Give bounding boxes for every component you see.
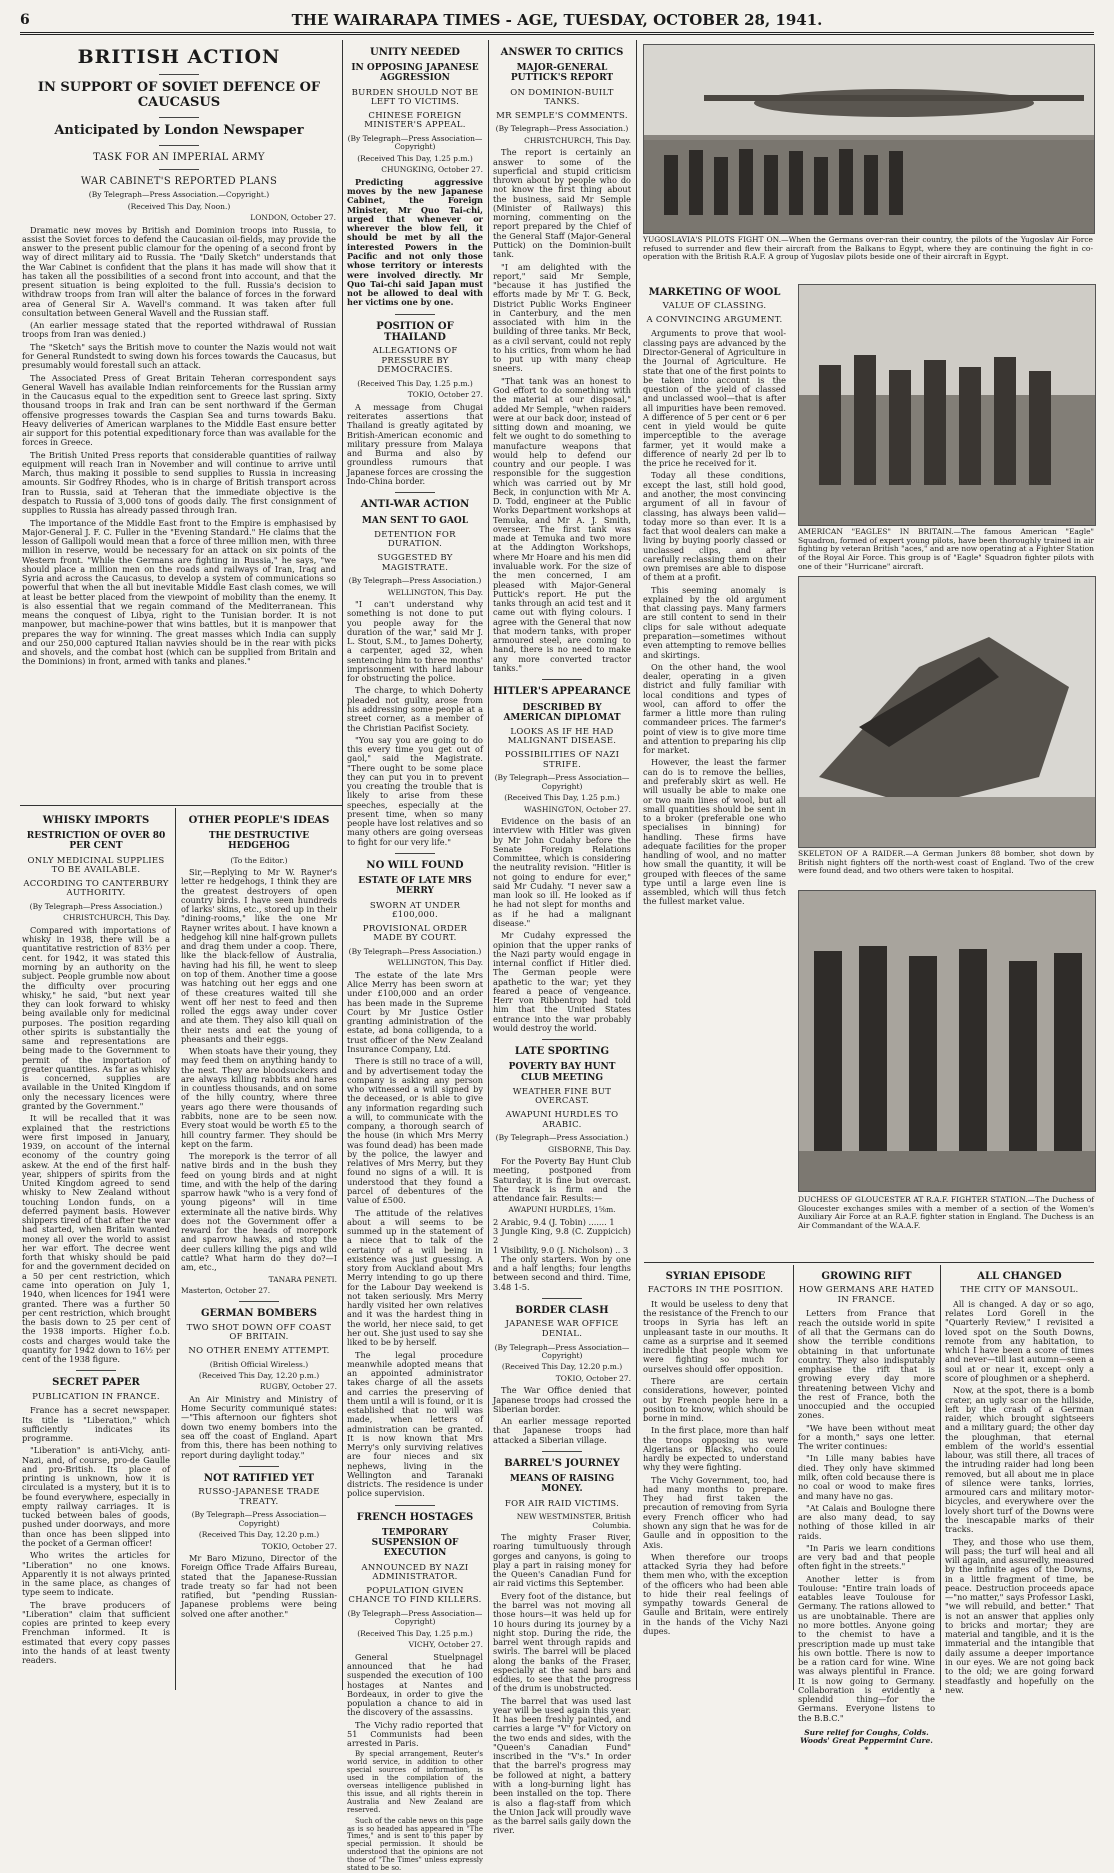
paragraph: A message from Chugai reiterates assertions that Thailand is greatly agitated by British-American economic and military pressure from Malaya and Burma and also by groundless rumours that Japanese forces are crossing the Indo-China border. <box>347 401 483 487</box>
subheadline: WEATHER FINE BUT OVERCAST. <box>512 1086 612 1107</box>
to-editor: (To the Editor.) <box>230 855 288 865</box>
subheadline: VALUE OF CLASSING. <box>662 301 767 312</box>
divider <box>542 1039 582 1040</box>
credit-line: (By Telegraph—Press Association—Copyright) <box>494 1342 630 1360</box>
dateline: RUGBY, October 27. <box>259 1382 337 1392</box>
divider <box>239 1466 279 1467</box>
subheadline: ONLY MEDICINAL SUPPLIES TO BE AVAILABLE. <box>27 855 165 876</box>
received-line: (Received This Day, 1.25 p.m.) <box>357 153 473 163</box>
page-number: 6 <box>20 12 30 28</box>
paragraph: There are certain considerations, however, pointed out by French people here in a position to know, which should be borne in mind. <box>643 1376 788 1424</box>
divider <box>395 314 435 315</box>
paragraph: The charge, to which Doherty pleaded not guilty, arose from his addressing some people at a street corner, as a member of the Christian Pacifist Society. <box>347 685 483 733</box>
dateline: NEW WESTMINSTER, British Columbia. <box>516 1512 631 1530</box>
dateline: TOKIO, October 27. <box>407 390 483 400</box>
paragraph: The legal procedure meanwhile adopted means that an appointed administrator takes charge of all the assets and carries the preserving of them until a will is found, or it is established that no will was made, when letters of administration can be granted. It is now known that Mrs Merry's only surviving relatives are four nieces and six nephews, living in the Wellington and Taranaki districts. The residence is under police supervision. <box>347 1349 483 1499</box>
received-line: (Received This Day, 12.20 p.m.) <box>198 1370 320 1380</box>
column-rule <box>342 40 343 1690</box>
paragraph: On the other hand, the wool dealer, operating in a given district and fully familiar with local conditions and types of wool, can afford to offer the farmer a little more than ruling commandeer prices. The farmer's point of view is to give more time and attention to preparing his clip for market. <box>643 661 786 756</box>
subheadline: PUBLICATION IN FRANCE. <box>32 1391 160 1402</box>
headline: ANSWER TO CRITICS <box>500 47 624 58</box>
subheadline: MAN SENT TO GAOL <box>361 515 469 526</box>
credit-line: (By Telegraph—Press Association.) <box>495 124 629 134</box>
headline: MARKETING OF WOOL <box>648 287 781 298</box>
paragraph: The Associated Press of Great Britain Teheran correspondent says General Wavell has available Indian reinforcements for the Russian army in the Caucasus equal to the expedition sent to Greece last spring. Sixty thousand troops in Irak and Iran can be sent northward if the German offensive progresses towards the Caspian Sea and turns towards Baku. Heavy deliveries of American warplanes to the Middle East ensure better air support for this potential expeditionary force than was available for the forces in Greece. <box>22 372 336 448</box>
subheadline: ACCORDING TO CANTERBURY AUTHORITY. <box>23 878 169 899</box>
column-rule <box>940 1265 941 1690</box>
paragraph: The Vichy Government, too, had had many months to prepare. They had first taken the precaution of removing from Syria every French officer who had shown any sign that he was for de Gaulle and in opposition to the Axis. <box>643 1474 788 1550</box>
article-marketing-wool <box>643 284 786 1259</box>
paragraph: Predicting aggressive moves by the new Japanese Cabinet, the Foreign Minister, Mr Quo Tai-chi, urged that whenever or wherever the blow fell, it should be met by all the interested Powers in the Pacific and not only those whose territory or interests were involved directly. Mr Quo Tai-chi said Japan must not be allowed to deal with her victims one by one. <box>347 176 483 308</box>
received-line: (Received This Day, 12.20 p.m.) <box>501 1362 623 1372</box>
subheadline: TEMPORARY SUSPENSION OF EXECUTION <box>371 1528 459 1559</box>
received-line: (Received This Day, Noon.) <box>127 201 231 211</box>
photo-duchess-gloucester <box>798 890 1096 1192</box>
column-rule <box>175 808 176 1690</box>
subheadline: JAPANESE WAR OFFICE DENIAL. <box>505 1319 619 1339</box>
paragraph: When therefore our troops attacked Syria they had before them men who, with the exception of the officers who had been able to hide their real feelings of sympathy towards General de Gaulle and Britain, were entirely in the hands of the Vichy Nazi dupes. <box>643 1551 788 1636</box>
subheadline: PROVISIONAL ORDER MADE BY COURT. <box>362 923 468 944</box>
subheadline: HOW GERMANS ARE HATED IN FRANCE. <box>798 1285 935 1305</box>
credit-line: (By Telegraph—Press Association—Copyright) <box>347 1608 483 1627</box>
parade-illustration <box>799 891 1095 1191</box>
article-growing-rift <box>798 1268 935 1754</box>
paragraph: "In Paris we learn conditions are very bad and that people often fight in the streets." <box>798 1542 935 1572</box>
column-rule <box>636 40 637 1690</box>
divider <box>542 1451 582 1452</box>
result-line: 1 Visibility, 9.0 (J. Nicholson) .. 3 <box>493 1244 629 1255</box>
subheadline: ALLEGATIONS OF PRESSURE BY DEMOCRACIES. <box>372 346 458 376</box>
credit-line: (By Telegraph—Press Association—Copyright) <box>494 773 630 791</box>
subheadline: RESTRICTION OF OVER 80 PER CENT <box>26 831 166 852</box>
paragraph: Compared with importations of whisky in 1938, there will be a quantitative restriction of 83½ per cent. for 1942, it was stated this morning by an authority on the subject. People grumble now about the difficulty over procuring whisky," he said, "but next year they can look forward to whisky being available only for medicinal purposes. The position regarding other spirits is substantially the same and representations are being made to the Government to permit of the importation of greater quantities. As far as whisky is concerned, supplies are available in the United Kingdom if only the necessary licences were granted by the Government." <box>22 924 170 1111</box>
headline: ANTI-WAR ACTION <box>360 499 470 511</box>
credit-line: (By Telegraph—Press Association.) <box>348 946 482 956</box>
divider <box>159 145 199 146</box>
subheadline: DETENTION FOR DURATION. <box>374 529 456 550</box>
paragraph: Dramatic new moves by British and Dominion troops into Russia, to assist the Soviet forces to defend the Caucasian oil-fields, may provide the answer to the present public clamour for the opening of a second front by way of direct military aid to Russia. The "Daily Sketch" understands that the War Cabinet is confident that the plans it has made will show that it has taken all the possibilities of a second front into account, and that the present situation is being exploited to the full. Russia's decision to withdraw troops from Iran will alter the balance of forces in the forward area of General Sir A. Wavell's command. It was taken after full consultation between General Wavell and the Russian staff. <box>22 224 336 318</box>
masthead <box>20 8 1094 35</box>
column-letters <box>181 812 337 1692</box>
aircraft-illustration <box>644 45 1094 233</box>
paragraph: Letters from France that reach the outside world in spite of all that the Germans can do show the terrible conditions obtaining in that unfortunate country. They also indisputably emphasise the rift that is growing every day more threatening between Vichy and the rest of France, both the unoccupied and the occupied zones. <box>798 1308 935 1421</box>
subheadline: ESTATE OF LATE MRS MERRY <box>358 876 472 897</box>
headline: BRITISH ACTION <box>77 46 281 68</box>
divider <box>76 1370 116 1371</box>
caption-duchess-gloucester: DUCHESS OF GLOUCESTER AT R.A.F. FIGHTER STATION.—The Duchess of Gloucester exchanges smiles with a member of a section of the Women's Auxiliary Air Force at an R.A.F. fighter station in England. The Duchess is an Air Commandant of the W.A.A.F. <box>798 1195 1094 1230</box>
paragraph: The "Sketch" says the British move to counter the Nazis would not wait for General Rundstedt to swing down his forces towards the Caucasus, but presumably would forestall such an attack. <box>22 341 336 371</box>
subheadline: ANNOUNCED BY NAZI ADMINISTRATOR. <box>361 1562 469 1583</box>
headline: LATE SPORTING <box>514 1046 610 1058</box>
subheadline: POPULATION GIVEN CHANCE TO FIND KILLERS. <box>348 1585 482 1606</box>
subheadline: FACTORS IN THE POSITION. <box>647 1285 784 1296</box>
paragraph: This seeming anomaly is explained by the old argument that classing pays. Many farmers are still content to send in their clips for sale without adequate preparation—sometimes without even attempting to remove bellies and skirtings. <box>643 584 786 660</box>
paragraph: The only starters. Won by one and a half lengths; four lengths between second and third. Time, 3.48 1-5. <box>493 1253 631 1292</box>
received-line: (Received This Day, 12.20 p.m.) <box>198 1530 320 1540</box>
paragraph: "I am delighted with the report," said Mr Semple, "because it has justified the efforts made by Mr T. G. Beck, District Public Works Engineer in Canterbury, and the men associated with him in the building of three tanks. Mr Beck, as a civil servant, could not reply to his critics, from whom he had to put up with many cheap sneers. <box>493 261 631 374</box>
masthead-title: THE WAIRARAPA TIMES - AGE, TUESDAY, OCTOBER 28, 1941. <box>291 11 823 29</box>
subheadline: IN SUPPORT OF SOVIET DEFENCE OF CAUCASUS <box>37 80 321 111</box>
caption-junkers-wreck: SKELETON OF A RAIDER.—A German Junkers 88 bomber, shot down by British night fighters off the north-west coast of England. Two of the crew were found dead, and two others were taken to hospital. <box>798 849 1094 876</box>
divider <box>542 679 582 680</box>
subheadline: MAJOR-GENERAL PUTTICK'S REPORT <box>510 63 614 84</box>
subheadline: THE DESTRUCTIVE HEDGEHOG <box>208 831 310 852</box>
paragraph: The mighty Fraser River, roaring tumultuously through gorges and canyons, is going to play a part in raising money for the Queen's Canadian Fund for air raid victims this September. <box>493 1532 631 1589</box>
headline: BARREL'S JOURNEY <box>504 1457 620 1469</box>
photo-yugoslav-pilots <box>643 44 1095 234</box>
column-three <box>347 44 483 1873</box>
subheadline: IN OPPOSING JAPANESE AGGRESSION <box>351 63 479 84</box>
paragraph: The importance of the Middle East front to the Empire is emphasised by Major-General J. F. C. Fuller in the "Evening Standard." He claims that the lesson of Gallipoli would mean that a force of three million men, with three million in reserve, would be necessary for an attack on six points of the Western front. "While the Germans are fighting in Russia," he says, "we should place a million men on the roads and railways of Iran, Iraq and Syria and across the Caucasus, to develop a system of communications so powerful that when the all but inevitable Middle East clash comes, we will at least be better placed from the viewpoint of mobility than the enemy. It is also essential that we regain command of the Mediterranean. This means the conquest of Libya, right to the Tunisian border. It is not manpower, but machine-power that wins battles, but it is manpower that prepares the way for winning. The great masses which India can supply and our 250,000 captured Italian navvies should be in the rear with picks and shovels, and the combat host (which can be supplied from Britain and the Dominions) in front, armed with tanks and planes." <box>22 517 336 667</box>
dateline: WELLINGTON, This Day. <box>387 587 483 597</box>
paragraph: They, and those who use them, will pass; the turf will heal and all will again, and assuredly, measured by the infinite ages of the Downs, in a little fragment of time, be peace. Destruction proceeds apace—"no matter," says Professor Laski, "we will rebuild, and better." That is not an answer that applies only to bricks and mortar; they are material and tangible, and it is the immaterial and the intangible that daily assume a deeper importance in our eyes. We are not going back to the old; we are going forward steadfastly and hopefully on the new. <box>945 1536 1094 1695</box>
section-rule <box>20 805 342 806</box>
pilots-illustration <box>799 285 1095 525</box>
photo-junkers-wreck <box>798 576 1096 848</box>
credit-line: (By Telegraph—Press Association.) <box>495 1133 629 1143</box>
received-line: (Received This Day, 1.25 p.m.) <box>357 1628 473 1638</box>
headline: WHISKY IMPORTS <box>42 815 150 826</box>
paragraph: An earlier message reported that Japanese troops had attacked a Siberian village. <box>493 1416 631 1445</box>
paragraph: For the Poverty Bay Hunt Club meeting, postponed from Saturday, it is fine but overcast. The track is firm and the attendance fair. Results:— <box>493 1156 631 1204</box>
subheadline: CHINESE FOREIGN MINISTER'S APPEAL. <box>364 110 466 131</box>
paragraph: In the first place, more than half the troops opposing us were Algerians or Blacks, who could hardly be expected to understand why they were fighting. <box>643 1425 788 1473</box>
paragraph: Arguments to prove that wool-classing pays are advanced by the Director-General of Agriculture in the Journal of Agriculture. He state that one of the first points to be taken into account is the question of the yield of classed and unclassed wool—that is after all impurities have been removed. A difference of 5 per cent or 6 per cent in yield would be quite imperceptible to the average farmer, yet it would make a difference of nearly 2d per lb to the price he received for it. <box>643 328 786 469</box>
article-british-action <box>22 44 336 802</box>
paragraph: Such of the cable news on this page as is so headed has appeared in "The Times," and is sent to this paper by special permission. It should be understood that the opinions are not those of "The Times" unless expressly stated to be so. <box>347 1816 483 1873</box>
paragraph: By special arrangement, Reuter's world service, in addition to other special sources of information, is used in the compilation of the overseas intelligence published in this issue, and all rights therein in Australia and New Zealand are reserved. <box>347 1750 483 1814</box>
subheadline: WAR CABINET'S REPORTED PLANS <box>80 175 278 187</box>
credit-line: (By Telegraph—Press Association.) <box>29 901 163 911</box>
paragraph: When stoats have their young, they may feed them on anything handy to the nest. They are bloodsuckers and are always killing rabbits and hares in countless thousands, and on some of the hilly country, where three years ago there were thousands of rabbits, none are to be seen now. Every stoat would be worth £5 to the hill country farmer. They should be kept on the farm. <box>181 1046 337 1149</box>
signature-place: Masterton, October 27. <box>181 1285 271 1295</box>
paragraph: Mr Cudahy expressed the opinion that the upper ranks of the Nazi party would engage in internal conflict if Hitler died. The German people were apathetic to the war; yet they feared a peace of vengeance. Herr von Ribbentrop had told him that the United States entrance into the war probably would destroy the world. <box>493 930 631 1033</box>
subheadline: FOR AIR RAID VICTIMS. <box>504 1498 620 1509</box>
dateline: VICHY, October 27. <box>408 1640 483 1650</box>
paragraph: The British United Press reports that considerable quantities of railway equipment will reach Iran in November and will continue to arrive until March, thus making it possible to send supplies to Russia in increasing amounts. Sir Godfrey Rhodes, who is in charge of British transport across Iran to Russia, said at Teheran that the immediate objective is the despatch to Russia of 3,000 tons of goods daily. The first consignment of supplies to Russia has already passed through Iran. <box>22 449 336 516</box>
result-line: 2 Arabic, 9.4 (J. Tobin) ....... 1 <box>493 1216 615 1227</box>
dateline: TOKIO, October 27. <box>261 1541 337 1551</box>
headline: HITLER'S APPEARANCE <box>493 686 631 698</box>
credit-line: (By Telegraph—Press Association—Copyright) <box>347 133 483 152</box>
subheadline: THE CITY OF MANSOUL. <box>960 1285 1079 1296</box>
subheadline: SWORN AT UNDER £100,000. <box>369 900 461 921</box>
wreck-illustration <box>799 577 1095 847</box>
advert-line: Sure relief for Coughs, Colds. <box>804 1727 929 1737</box>
paragraph: The barrel that was used last year will be used again this year. It has been freshly painted, and carries a large "V" for Victory on the two ends and sides, with the "Queen's Canadian Fund" inscribed in the "V's." In order that the barrel's progress may be followed at night, a battery with a long-burning light has been installed on the top. There is also a flag-staff from which the Union Jack will proudly wave as the barrel sails gaily down the river. <box>493 1695 631 1836</box>
paragraph: Sir,—Replying to Mr W. Rayner's letter re hedgehogs, I think they are the greatest destroyers of open country birds. I have seen hundreds of larks' skins, etc., stored up in their "dining-rooms," like the one Mr Rayner writes about. I have known a hedgehog kill nine half-grown pullets and drag them under a coop. There, like the black-fellow of Australia, having had his fill, he went to sleep on top of them. Another time a goose was hatching out her eggs and one of these creatures waited till she went off her nest to feed and then rolled the eggs away under cover and ate them. They also kill quail on their nests and eat the young of pheasants and their eggs. <box>181 867 337 1044</box>
divider <box>239 1301 279 1302</box>
paragraph: "We have been without meat for a month," says one letter. The writer continues: <box>798 1422 935 1452</box>
paragraph: "I can't understand why something is not done to put you people away for the duration of the war," said Mr J. L. Stout, S.M., to James Doherty, a carpenter, aged 32, when sentencing him to three months' imprisonment with hard labour for obstructing the police. <box>347 599 483 684</box>
paragraph: It would be useless to deny that the resistance of the French to our troops in Syria has left an unpleasant taste in our mouths. It came as a surprise and it seemed incredible that people whom we were fighting so much for ourselves should offer opposition. <box>643 1298 788 1374</box>
headline: UNITY NEEDED <box>370 47 460 58</box>
subheadline: ON DOMINION-BUILT TANKS. <box>510 87 614 108</box>
received-line: (Received This Day, 1.25 p.m.) <box>504 793 620 803</box>
subheadline: TWO SHOT DOWN OFF COAST OF BRITAIN. <box>186 1322 332 1343</box>
paragraph: The report is certainly an answer to some of the superficial and stupid criticism thrown about by people who do not know the first thing about the business, said Mr Semple (Minister of Railways) this morning, commenting on the report prepared by the Chief of the General Staff (Major-General Puttick) on the Dominion-built tank. <box>493 147 631 260</box>
paragraph: Mr Baro Mizuno, Director of the Foreign Office Trade Affairs Bureau, stated that the Japanese-Russian trade treaty so far had not been ratified, but "pending Russian-Japanese problems were being solved one after another." <box>181 1553 337 1619</box>
paragraph: The Vichy radio reported that 51 Communists had been arrested in Paris. <box>347 1719 483 1749</box>
paragraph: Evidence on the basis of an interview with Hitler was given by Mr John Cudahy before the Senate Foreign Relations Committee, which is considering the neutrality revision. "Hitler is not going to endure for ever," said Mr Cudahy. "I never saw a man look so ill. He looked as if he had not slept for months and as if he had a malignant disease." <box>493 816 631 928</box>
divider <box>159 74 199 75</box>
headline: NO WILL FOUND <box>366 859 464 871</box>
caption-eagle-squadron: AMERICAN "EAGLES" IN BRITAIN.—The famous American "Eagle" Squadron, formed of expert young pilots, have been thoroughly trained in air fighting by veteran British "aces," and are now operating at a Fighter Station of the Royal Air Force. This group is of "Eagle" Squadron fighter pilots with one of their "Hurricane" aircraft. <box>798 527 1094 571</box>
dateline: CHUNGKING, October 27. <box>381 165 483 175</box>
dateline: GISBORNE, This Day. <box>548 1144 631 1154</box>
headline: OTHER PEOPLE'S IDEAS <box>188 815 330 826</box>
paragraph: France has a secret newspaper. Its title is "Liberation," which sufficiently indicates its programme. <box>22 1405 170 1444</box>
paragraph: Every foot of the distance, but the barrel was not moving all those hours—it was held up for 10 hours during its journey by a night stop. During the ride, the barrel went through rapids and swirls. The barrel will be placed along the banks of the Fraser, especially at the sand bars and eddies, to see that the progress of the drum is unobstructed. <box>493 1590 631 1694</box>
paragraph: "In Lille many babies have died. They only have skimmed milk, often cold because there is no coal or wood to make fires and many have no gas. <box>798 1453 935 1501</box>
paragraph: The brave producers of "Liberation" claim that sufficient copies are printed to keep every Frenchman informed. It is estimated that every copy passes into the hands of at least twenty readers. <box>22 1599 170 1666</box>
paragraph: The estate of the late Mrs Alice Merry has been sworn at under £100,000 and an order has been made in the Supreme Court by Mr Justice Ostler granting administration of the estate, ad bona colligenda, to a trust officer of the New Zealand Insurance Company, Ltd. <box>347 969 483 1054</box>
headline: POSITION OF THAILAND <box>376 320 454 343</box>
dateline: WELLINGTON, This Day. <box>387 958 483 968</box>
section-rule <box>644 1262 1094 1263</box>
paragraph: The morepork is the terror of all native birds and in the bush they feed on young birds and at night time, and with the help of the daring sparrow hawk "who is a very fond of young pigeons" will in time exterminate all the native birds. Why does not the Government offer a reward for the heads of morepork and sparrow hawks, and stop the deer cullers killing the pigs and wild cattle? What harm do they do?—I am, etc., <box>181 1151 337 1273</box>
subheadline: RUSSO-JAPANESE TRADE TREATY. <box>198 1487 320 1507</box>
dateline: WASHINGTON, October 27. <box>524 804 631 814</box>
subheadline: BURDEN SHOULD NOT BE LEFT TO VICTIMS. <box>351 87 479 108</box>
subheadline: TASK FOR AN IMPERIAL ARMY <box>93 151 265 163</box>
subheadline: MR SEMPLE'S COMMENTS. <box>496 110 628 121</box>
headline: FRENCH HOSTAGES <box>356 1511 474 1523</box>
paragraph: There is still no trace of a will, and by advertisement today the company is asking any person who witnessed a will signed by the deceased, or is able to give any information regarding such a will, to communicate with the company, a thorough search of the house (in which Mrs Merry was found dead) has been made by the police, the lawyer and relatives of Mrs Merry, but they found no signs of a will. It is understood that they found a parcel of debentures of the value of £500. <box>347 1056 483 1206</box>
divider <box>542 1298 582 1299</box>
subheadline: LOOKS AS IF HE HAD MALIGNANT DISEASE. <box>507 726 617 747</box>
headline: GERMAN BOMBERS <box>201 1308 317 1320</box>
subheadline: POSSIBILITIES OF NAZI STRIFE. <box>504 750 620 770</box>
caption-yugoslav-pilots: YUGOSLAVIA'S PILOTS FIGHT ON.—When the Germans over-ran their country, the pilots of the Yugoslav Air Force refused to surrender and flew their aircraft from the Balkans to Egypt, where they are continuing the fight in co-operation with the British R.A.F. A group of Yugoslav pilots beside one of their aircraft in Egypt. <box>643 235 1093 262</box>
column-rule <box>793 1265 794 1690</box>
divider <box>159 117 199 118</box>
subheadline: AWAPUNI HURDLES TO ARABIC. <box>505 1109 619 1130</box>
dateline: CHRISTCHURCH, This Day. <box>524 135 631 145</box>
paragraph: General Stuelpnagel announced that he had suspended the execution of 100 hostages at Nantes and Bordeaux, in order to give the population a chance to aid in the discovery of the assassins. <box>347 1651 483 1718</box>
paragraph: However, the least the farmer can do is to remove the bellies, and preferably skirt as well. He will usually be able to make one or two main lines of wool, but all small quantities should be sent in to a broker (preferable one who specialises in binning) for handling. These firms have adequate facilities for the proper handling of wool, and no matter how small the quantity, it will be grouped with fleeces of the same type until a large even line is assembled, which will thus fetch the fullest market value. <box>643 757 786 907</box>
credit-line: (By Telegraph—Press Association.) <box>348 576 482 586</box>
paragraph: Who writes the articles for "Liberation" no one knows. Apparently it is not always printed in the same place, as changes of type seem to indicate. <box>22 1550 170 1598</box>
result-line: 3 Jungle King, 9.8 (C. Zuppicich) 2 <box>493 1226 631 1246</box>
subheadline: DESCRIBED BY AMERICAN DIPLOMAT <box>503 702 621 723</box>
paragraph: "That tank was an honest to God effort to do something with the material at our disposal," added Mr Semple, "when raiders were at our back door, instead of sitting down and moaning, we felt we ought to do something to manufacture weapons that would help to defend our country and our people. I was responsible for the suggestion which was carried out by Mr Beck, in conjunction with Mr A. D. Todd, engineer at the Public Works Department workshops at Temuka, and Mr A. J. Smith, overseer. The first tank was made at Temuka and two more at the Addington Workshops, where Mr Hoare and his men did invaluable work. For the size of the men concerned, I am pleased with Major-General Puttick's report. He put the tanks through an acid test and it came out with flying colours. I agree with the General that now that modern tanks, with proper armoured steel, are coming to hand, there is no need to make any more converted tractor tanks." <box>493 375 631 673</box>
article-syrian-episode <box>643 1268 788 1692</box>
column-four <box>493 44 631 1836</box>
dateline: CHRISTCHURCH, This Day. <box>63 913 170 923</box>
advert-line: Woods' Great Peppermint Cure. * <box>800 1736 933 1754</box>
paragraph: All is changed. A day or so ago, relates Lord Gorell in the "Quarterly Review," I revisited a loved spot on the South Downs, remote from any habitation, to which I have been a score of times and never—till last autumn—seen a soul at or near it, except only a score of ploughmen or a shepherd. <box>945 1298 1094 1384</box>
paragraph: Another letter is from Toulouse: "Entire train loads of eatables leave Toulouse for Germany. The rations allowed to us are unobtainable. There are no more bottles. Anyone going to the chemist to have a prescription made up must take his own bottle. There is now to be a ration card for wine. Wine was always plentiful in France. It is now going to Germany. Collaboration is evidently a splendid thing—for the Germans. Everyone listens to the B.B.C." <box>798 1573 935 1723</box>
divider <box>395 492 435 493</box>
subheadline: MEANS OF RAISING MONEY. <box>509 1474 615 1495</box>
headline: NOT RATIFIED YET <box>203 1472 315 1484</box>
subheadline: A CONVINCING ARGUMENT. <box>646 314 783 325</box>
credit-line: (British Official Wireless.) <box>209 1359 309 1369</box>
dateline: TOKIO, October 27. <box>555 1373 631 1383</box>
subheadline: SUGGESTED BY MAGISTRATE. <box>377 552 453 573</box>
paragraph: "You say you are going to do this every time you get out of gaol," said the Magistrate. "There ought to be some place they can put you in to prevent you creating the trouble that is likely to arise from these speeches, especially at the present time, when so many people have lost relatives and so many others are going overseas to fight for our very life." <box>347 734 483 847</box>
headline: GROWING RIFT <box>821 1271 912 1282</box>
paragraph: It will be recalled that it was explained that the restrictions were first imposed in January, 1939, on account of the internal economy of the country going askew. At the end of the first half-year, shippers of spirits from the United Kingdom agreed to send whisky to New Zealand without touching London funds, on a deferred payment basis. However shippers tired of that after the war had started, when Britain wanted money all over the world to assist her war effort. The decree went forth that whisky should be paid for and the government decided on a 50 per cent restriction, which came into operation on July 1, 1940, when licences for 1941 were granted. There was a further 50 per cent restriction, which brought the basis down to 25 per cent of the 1938 imports. Higher f.o.b. costs and charges would take the quantity for 1942 down to 16½ per cent of the 1938 figure. <box>22 1113 170 1365</box>
subheadline: NO OTHER ENEMY ATTEMPT. <box>188 1345 330 1356</box>
dateline: LONDON, October 27. <box>250 213 336 223</box>
paragraph: Now, at the spot, there is a bomb crater, an ugly scar on the hillside, left by the crash of a German raider, which brought sightseers and a military guard; the other day the ploughman, that eternal emblem of the world's essential labour, was still there, all traces of the intruding raider had long been removed, but all about me in place of silence were tanks, lorries, armoured cars and military motor-bicycles, and everywhere over the lovely short turf of the Downs were the inescapable marks of their tracks. <box>945 1385 1094 1535</box>
paragraph: The attitude of the relatives about a will seems to be summed up in the statement of a niece that to talk of the certainty of a will being in existence was just guessing. A story from Auckland about Mrs Merry intending to go up there for the Labour Day weekend is not taken seriously. Mrs Merry hardly visited her own relatives and it was the hardest thing in the world, her niece said, to get her out. She just used to say she liked to be by herself. <box>347 1207 483 1348</box>
column-whisky-secret <box>22 812 170 1692</box>
headline: SECRET PAPER <box>52 1377 140 1389</box>
subheadline: Anticipated by London Newspaper <box>54 122 304 138</box>
race-name: AWAPUNI HURDLES, 1⅝m. <box>508 1205 616 1215</box>
paragraph: An Air Ministry and Ministry of Home Security communiqué states:—"This afternoon our fighters shot down two enemy bombers into the sea off the coast of England. Apart from this, there has been nothing to report during daylight today." <box>181 1393 337 1460</box>
headline: BORDER CLASH <box>515 1305 609 1317</box>
paragraph: "Liberation" is anti-Vichy, anti-Nazi, and, of course, pro-de Gaulle and pro-British. Its place of printing is unknown, how it is circulated is a mystery, but it is to be found everywhere, especially in empty railway carriages. It is tucked between bales of goods, pushed under doorways, and more than once has been slipped into the pocket of a German officer! <box>22 1445 170 1549</box>
divider <box>395 853 435 854</box>
paragraph: (An earlier message stated that the reported withdrawal of Russian troops from Iran was denied.) <box>22 320 336 340</box>
article-all-changed <box>945 1268 1094 1695</box>
photo-eagle-squadron <box>798 284 1096 526</box>
paragraph: The War Office denied that Japanese troops had crossed the Siberian border. <box>493 1385 631 1414</box>
credit-line: (By Telegraph—Press Association—Copyright) <box>191 1510 327 1528</box>
paragraph: "At Calais and Boulogne there are also many dead, to say nothing of those killed in air raids. <box>798 1502 935 1541</box>
divider <box>159 169 199 170</box>
paragraph: Today all these conditions, except the last, still hold good, and another, the most convincing argument of all in favour of classing, has always been valid—today more so than ever. It is a fact that wool dealers can make a living by buying poorly classed or unclassed clips, and after carefully reclassing them on their own premises are able to dispose of them at a profit. <box>643 470 786 583</box>
divider <box>395 1505 435 1506</box>
column-rule <box>488 40 489 1690</box>
received-line: (Received This Day, 1.25 p.m.) <box>357 378 473 388</box>
signature: TANARA PENETI. <box>268 1274 337 1284</box>
headline: SYRIAN EPISODE <box>665 1271 766 1282</box>
headline: ALL CHANGED <box>977 1271 1062 1282</box>
credit-line: (By Telegraph—Press Association.—Copyright.) <box>88 190 270 200</box>
subheadline: POVERTY BAY HUNT CLUB MEETING <box>508 1062 616 1083</box>
